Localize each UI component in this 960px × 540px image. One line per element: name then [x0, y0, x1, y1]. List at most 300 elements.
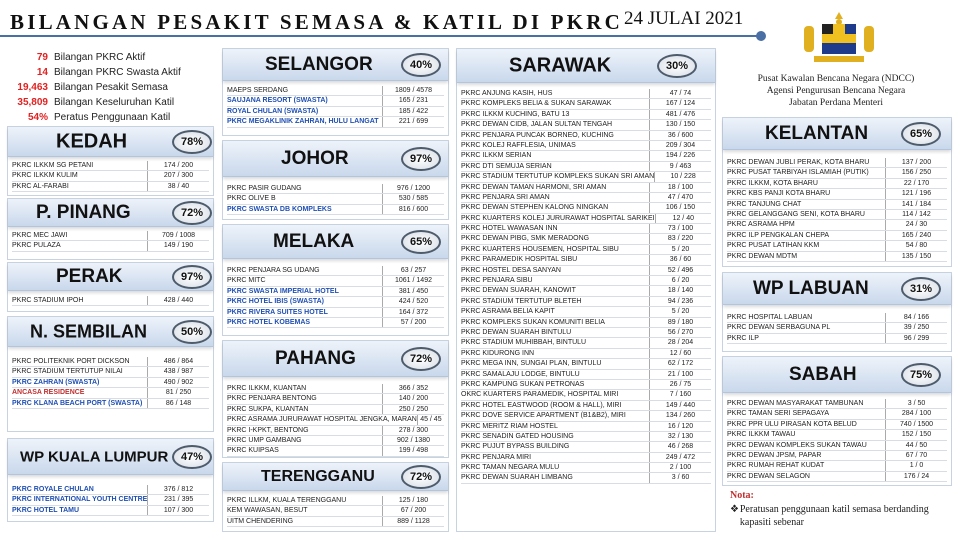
facility-row [461, 172, 711, 182]
state-card-header [8, 317, 213, 347]
facility-occupancy: 278 / 300 [382, 426, 444, 435]
facility-name: OKRC KUARTERS PARAMEDIK, HOSPITAL MIRI [461, 391, 619, 399]
facility-row [12, 357, 209, 367]
facility-name: PKRC I-KPKT, BENTONG [227, 426, 309, 434]
state-card-johor [222, 140, 449, 220]
facility-name: PKRC DEWAN KOMPLEKS SUKAN TAWAU [727, 441, 867, 449]
facility-name: PKRC PPR ULU PIRASAN KOTA BELUD [727, 420, 857, 428]
facility-occupancy: 976 / 1200 [382, 184, 444, 193]
facility-occupancy: 9 / 463 [649, 162, 711, 171]
facility-row [727, 210, 947, 220]
facility-occupancy: 21 / 100 [649, 370, 711, 379]
facility-occupancy: 32 / 130 [649, 432, 711, 441]
facility-name: PKRC DEWAN JUBLI PERAK, KOTA BHARU [727, 159, 870, 166]
facility-name: PKRC PENJARA SRI AMAN [461, 193, 550, 201]
facility-occupancy: 135 / 150 [885, 252, 947, 261]
facility-occupancy: 52 / 496 [649, 266, 711, 275]
facility-occupancy: 140 / 200 [382, 394, 444, 403]
occupancy-badge: 31% [901, 277, 941, 301]
facility-row [727, 200, 947, 210]
facility-name: PKRC DTI SEMUJA SERIAN [461, 162, 552, 170]
state-name: WP KUALA LUMPUR [20, 448, 169, 465]
facility-row [461, 318, 711, 328]
title-underline [0, 35, 760, 37]
facility-occupancy: 106 / 150 [649, 203, 711, 212]
state-name: WP LABUAN [753, 277, 869, 299]
facility-row [227, 384, 444, 394]
facility-occupancy: 125 / 180 [382, 496, 444, 505]
occupancy-badge: 65% [901, 122, 941, 146]
facility-name: ROYAL CHULAN (SWASTA) [227, 107, 319, 115]
facility-row [461, 286, 711, 296]
facility-name: PKRC DEWAN MDTM [727, 252, 798, 260]
facility-row [12, 506, 209, 516]
facility-row [461, 203, 711, 213]
facility-name: PKRC PUSAT TARBIYAH ISLAMIAH (PUTIK) [727, 169, 869, 177]
facility-name: PKRC SWASTA DB KOMPLEKS [227, 205, 332, 213]
facility-occupancy: 490 / 902 [147, 378, 209, 387]
facility-list [227, 384, 444, 457]
facility-row [461, 276, 711, 286]
facility-row [227, 205, 444, 215]
facility-name: PKRC PENJARA SIBU [461, 277, 533, 285]
facility-name: PKRC SWASTA IMPERIAL HOTEL [227, 287, 339, 295]
facility-row [727, 168, 947, 178]
facility-row [227, 446, 444, 456]
facility-name: PKRC HOSPITAL LABUAN [727, 314, 813, 321]
summary-row [10, 110, 215, 125]
facility-row [227, 266, 444, 276]
facility-name: PKRC DEWAN SERBAGUNA PL [727, 324, 831, 332]
facility-occupancy: 221 / 699 [382, 117, 444, 126]
state-card-pahang [222, 340, 449, 458]
facility-name: PKRC MEGA INN, SUNGAI PLAN, BINTULU [461, 360, 602, 368]
facility-row [727, 420, 947, 430]
facility-row [461, 99, 711, 109]
facility-list [12, 296, 209, 306]
facility-name: PKRC DEWAN SUARAH LIMBANG [461, 474, 573, 482]
facility-row [727, 441, 947, 451]
state-name: KEDAH [56, 130, 128, 152]
facility-occupancy: 63 / 257 [382, 266, 444, 275]
facility-row [227, 107, 444, 117]
summary-value: 35,809 [17, 97, 48, 108]
facility-row [12, 296, 209, 306]
facility-name: PKRC STADIUM TERTUTUP NILAI [12, 368, 123, 376]
facility-list [227, 184, 444, 215]
facility-occupancy: 83 / 220 [649, 234, 711, 243]
facility-row [461, 390, 711, 400]
facility-name: PKRC TAMAN SERI SEPAGAYA [727, 410, 830, 418]
facility-occupancy: 96 / 299 [885, 334, 947, 343]
facility-occupancy: 16 / 120 [649, 422, 711, 431]
facility-name: PKRC PASIR GUDANG [227, 185, 302, 192]
facility-row [227, 496, 444, 506]
facility-name: KEM WAWASAN, BESUT [227, 507, 308, 515]
facility-name: PKRC ILKKM, KOTA BHARU [727, 179, 818, 187]
facility-row [227, 297, 444, 307]
facility-row [227, 117, 444, 127]
facility-name: PKRC UMP GAMBANG [227, 436, 302, 444]
occupancy-badge: 72% [401, 347, 441, 371]
facility-occupancy: 250 / 250 [382, 405, 444, 414]
facility-row [461, 245, 711, 255]
summary-row [10, 80, 215, 95]
state-name: TERENGGANU [261, 467, 375, 485]
facility-row [227, 436, 444, 446]
facility-row [461, 193, 711, 203]
facility-row [227, 318, 444, 328]
facility-row [12, 399, 209, 409]
state-card-header [223, 225, 448, 259]
facility-row [461, 432, 711, 442]
summary-row [10, 50, 215, 65]
page-title: BILANGAN PESAKIT SEMASA & KATIL DI PKRC [10, 10, 623, 34]
facility-list [727, 399, 947, 482]
note-text: Peratusan penggunaan katil semasa berdanding kapasiti sebenar [739, 504, 929, 528]
summary-row [10, 95, 215, 110]
facility-occupancy: 141 / 184 [885, 200, 947, 209]
facility-occupancy: 164 / 372 [382, 308, 444, 317]
note-body [730, 503, 950, 529]
facility-name: PKRC ILKKM, KUANTAN [227, 385, 307, 392]
facility-occupancy: 62 / 172 [649, 359, 711, 368]
facility-list [727, 158, 947, 262]
note-block [730, 490, 950, 529]
facility-name: PKRC RUMAH REHAT KUDAT [727, 462, 825, 470]
facility-row [227, 405, 444, 415]
facility-name: PKRC KAMPUNG SUKAN PETRONAS [461, 380, 585, 388]
facility-occupancy: 486 / 864 [147, 357, 209, 366]
facility-row [461, 120, 711, 130]
summary-label: Bilangan Keseluruhan Katil [54, 97, 175, 108]
facility-row [227, 276, 444, 286]
state-name: P. PINANG [36, 201, 131, 223]
facility-name: PKRC HOTEL WAWASAN INN [461, 225, 558, 233]
facility-name: PKRC DEWAN SELAGON [727, 472, 810, 480]
facility-list [727, 313, 947, 344]
diamond-bullet-icon: ❖ [730, 504, 739, 515]
facility-row [12, 182, 209, 192]
agency-line-3: Jabatan Perdana Menteri [789, 98, 883, 108]
facility-name: PKRC KUARTERS HOUSEMEN, HOSPITAL SIBU [461, 245, 619, 253]
occupancy-badge: 47% [172, 445, 212, 469]
facility-row [461, 131, 711, 141]
facility-name: PKRC MEC JAWI [12, 232, 68, 239]
state-name: SARAWAK [509, 54, 612, 76]
facility-occupancy: 424 / 520 [382, 297, 444, 306]
facility-name: PKRC ILLKM, KUALA TERENGGANU [227, 497, 347, 504]
facility-row [461, 473, 711, 483]
facility-occupancy: 73 / 100 [649, 224, 711, 233]
summary-value: 54% [27, 112, 48, 123]
facility-name: PKRC GELANGGANG SENI, KOTA BHARU [727, 210, 865, 218]
facility-row [227, 394, 444, 404]
facility-list [227, 86, 444, 128]
facility-name: PKRC ILP PENGKALAN CHEPA [727, 231, 830, 239]
facility-name: PKRC PENJARA BENTONG [227, 395, 317, 403]
facility-name: PKRC HOSTEL DESA SANYAN [461, 266, 561, 274]
facility-row [227, 506, 444, 516]
facility-occupancy: 86 / 148 [147, 399, 209, 408]
facility-occupancy: 45 / 45 [417, 415, 444, 424]
facility-row [461, 463, 711, 473]
facility-occupancy: 134 / 260 [649, 411, 711, 420]
facility-row [461, 151, 711, 161]
occupancy-badge: 50% [172, 320, 212, 344]
state-name: SELANGOR [265, 53, 373, 75]
facility-name: PKRC KOLEJ RAFFLESIA, UNIMAS [461, 141, 576, 149]
facility-name: PKRC TANJUNG CHAT [727, 200, 802, 208]
facility-row [461, 89, 711, 99]
facility-name: PKRC KLANA BEACH PORT (SWASTA) [12, 399, 143, 407]
facility-row [727, 399, 947, 409]
agency-line-2: Agensi Pengurusan Bencana Negara [766, 86, 906, 96]
facility-row [227, 184, 444, 194]
occupancy-badge: 75% [901, 363, 941, 387]
facility-occupancy: 165 / 240 [885, 231, 947, 240]
facility-occupancy: 36 / 60 [649, 255, 711, 264]
facility-row [727, 323, 947, 333]
state-card-header [8, 127, 213, 157]
facility-occupancy: 149 / 190 [147, 241, 209, 250]
facility-row [227, 86, 444, 96]
facility-row [461, 297, 711, 307]
facility-name: PKRC STADIUM IPOH [12, 297, 84, 304]
state-card-header [223, 463, 448, 491]
facility-name: PKRC ANJUNG KASIH, HUS [461, 90, 553, 97]
summary-value: 79 [36, 52, 48, 63]
state-card-header [723, 273, 951, 305]
state-name: KELANTAN [765, 122, 869, 144]
facility-occupancy: 18 / 140 [649, 286, 711, 295]
facility-row [727, 252, 947, 262]
facility-occupancy: 284 / 100 [885, 409, 947, 418]
state-card-selangor [222, 48, 449, 136]
facility-occupancy: 28 / 204 [649, 338, 711, 347]
facility-occupancy: 889 / 1128 [382, 517, 444, 526]
facility-occupancy: 1061 / 1492 [382, 276, 444, 285]
occupancy-badge: 72% [172, 201, 212, 225]
facility-occupancy: 194 / 226 [649, 151, 711, 160]
facility-row [461, 162, 711, 172]
facility-name: PKRC HOTEL TAMU [12, 506, 80, 514]
facility-row [461, 442, 711, 452]
state-card-header [723, 357, 951, 393]
facility-occupancy: 740 / 1500 [885, 420, 947, 429]
occupancy-badge: 78% [172, 130, 212, 154]
facility-row [461, 214, 711, 224]
facility-name: PKRC DOVE SERVICE APARTMENT (B1&B2), MIRI [461, 412, 626, 420]
facility-name: PKRC HOTEL EASTWOOD (ROOM & HALL), MIRI [461, 401, 622, 409]
facility-name: PKRC PENJARA SG UDANG [227, 267, 320, 274]
facility-name: PKRC STADIUM MUHIBBAH, BINTULU [461, 339, 587, 347]
facility-occupancy: 10 / 228 [654, 172, 711, 181]
facility-occupancy: 36 / 600 [649, 131, 711, 140]
state-card-sabah [722, 356, 952, 486]
facility-row [461, 453, 711, 463]
facility-occupancy: 12 / 40 [655, 214, 711, 223]
facility-occupancy: 381 / 450 [382, 287, 444, 296]
state-name: PERAK [56, 265, 123, 287]
facility-row [227, 415, 444, 425]
state-card-header [223, 141, 448, 177]
state-name: N. SEMBILAN [30, 321, 147, 341]
state-card-perak [7, 262, 214, 312]
facility-row [727, 451, 947, 461]
facility-name: ANCASA RESIDENCE [12, 389, 85, 397]
facility-name: PKRC AL-FARABI [12, 182, 69, 190]
facility-name: PKRC KBS PANJI KOTA BHARU [727, 190, 831, 198]
facility-row [12, 171, 209, 181]
summary-label: Bilangan Pesakit Semasa [54, 82, 168, 93]
facility-row [227, 426, 444, 436]
facility-name: PKRC OLIVE B [227, 195, 276, 203]
facility-occupancy: 89 / 180 [649, 318, 711, 327]
occupancy-badge: 72% [401, 465, 441, 489]
facility-row [227, 96, 444, 106]
occupancy-badge: 65% [401, 230, 441, 254]
occupancy-badge: 97% [401, 147, 441, 171]
facility-occupancy: 54 / 80 [885, 241, 947, 250]
facility-occupancy: 44 / 50 [885, 441, 947, 450]
facility-occupancy: 47 / 470 [649, 193, 711, 202]
facility-occupancy: 6 / 20 [649, 276, 711, 285]
facility-row [461, 349, 711, 359]
facility-row [461, 401, 711, 411]
facility-name: PKRC DEWAN JPSM, PAPAR [727, 451, 822, 459]
facility-row [461, 110, 711, 120]
facility-occupancy: 902 / 1380 [382, 436, 444, 445]
facility-row [727, 472, 947, 482]
facility-row [12, 241, 209, 251]
report-date: 24 JULAI 2021 [624, 8, 744, 29]
facility-name: PKRC DEWAN SUARAH BINTULU [461, 328, 572, 336]
facility-name: PKRC KIDURONG INN [461, 349, 535, 357]
facility-name: PKRC ILKKM KULIM [12, 172, 78, 180]
state-card-header [723, 118, 951, 150]
state-card-sarawak [456, 48, 716, 532]
facility-row [727, 231, 947, 241]
facility-occupancy: 57 / 200 [382, 318, 444, 327]
facility-list [12, 161, 209, 192]
facility-name: PKRC SUKPA, KUANTAN [227, 405, 309, 413]
facility-occupancy: 47 / 74 [649, 89, 711, 98]
facility-occupancy: 46 / 268 [649, 442, 711, 451]
title-underline-dot [756, 31, 766, 41]
facility-occupancy: 5 / 20 [649, 245, 711, 254]
facility-row [12, 485, 209, 495]
summary-value: 14 [36, 67, 48, 78]
facility-occupancy: 84 / 166 [885, 313, 947, 322]
facility-name: PKRC DEWAN MASYARAKAT TAMBUNAN [727, 400, 864, 407]
facility-list [227, 496, 444, 527]
facility-row [727, 241, 947, 251]
coat-of-arms-logo [800, 10, 878, 66]
facility-row [461, 266, 711, 276]
facility-name: PKRC HOTEL KOBEMAS [227, 318, 311, 326]
facility-occupancy: 121 / 196 [885, 189, 947, 198]
facility-name: PKRC DEWAN CIDB, JALAN SULTAN TENGAH [461, 121, 613, 129]
facility-name: PKRC DEWAN SUARAH, KANOWIT [461, 287, 576, 295]
facility-occupancy: 18 / 100 [649, 183, 711, 192]
note-title: Nota: [730, 490, 754, 501]
facility-occupancy: 816 / 600 [382, 205, 444, 214]
facility-occupancy: 366 / 352 [382, 384, 444, 393]
facility-name: PKRC RIVERA SUITES HOTEL [227, 308, 328, 316]
facility-row [727, 409, 947, 419]
facility-row [727, 430, 947, 440]
facility-occupancy: 709 / 1008 [147, 231, 209, 240]
facility-occupancy: 199 / 498 [382, 446, 444, 455]
facility-name: PKRC ASRAMA HPM [727, 221, 795, 229]
agency-info [720, 73, 952, 109]
summary-label: Peratus Penggunaan Katil [54, 112, 171, 123]
facility-occupancy: 165 / 231 [382, 96, 444, 105]
facility-row [727, 189, 947, 199]
state-name: MELAKA [273, 230, 355, 252]
facility-occupancy: 2 / 100 [649, 463, 711, 472]
facility-occupancy: 152 / 150 [885, 430, 947, 439]
facility-name: PKRC ZAHRAN (SWASTA) [12, 378, 100, 386]
facility-row [227, 517, 444, 527]
facility-row [461, 183, 711, 193]
facility-name: PKRC ILP [727, 334, 759, 342]
facility-row [461, 359, 711, 369]
facility-row [461, 234, 711, 244]
facility-occupancy: 94 / 236 [649, 297, 711, 306]
facility-row [461, 380, 711, 390]
facility-occupancy: 22 / 170 [885, 179, 947, 188]
facility-occupancy: 38 / 40 [147, 182, 209, 191]
facility-list [12, 231, 209, 252]
summary-value: 19,463 [17, 82, 48, 93]
facility-list [227, 266, 444, 328]
facility-occupancy: 39 / 250 [885, 323, 947, 332]
facility-name: PKRC SENADIN GATED HOUSING [461, 432, 574, 440]
facility-name: PKRC KOMPLEKS BELIA & SUKAN SARAWAK [461, 100, 612, 108]
state-card-header [457, 49, 715, 83]
facility-row [461, 422, 711, 432]
facility-name: PKRC HOTEL IBIS (SWASTA) [227, 298, 324, 306]
state-card-header [223, 341, 448, 377]
state-name: SABAH [789, 363, 857, 385]
facility-name: PKRC ILKKM TAWAU [727, 431, 796, 439]
state-card-header [8, 263, 213, 291]
facility-row [461, 338, 711, 348]
facility-row [461, 224, 711, 234]
facility-occupancy: 137 / 200 [885, 158, 947, 167]
facility-occupancy: 209 / 304 [649, 141, 711, 150]
state-card-kedah [7, 126, 214, 196]
facility-row [12, 367, 209, 377]
facility-occupancy: 12 / 60 [649, 349, 711, 358]
facility-name: SAUJANA RESORT (SWASTA) [227, 97, 328, 105]
facility-occupancy: 156 / 250 [885, 168, 947, 177]
facility-name: PKRC PUSAT LATIHAN KKM [727, 242, 820, 250]
facility-row [727, 179, 947, 189]
facility-name: PKRC STADIUM TERTUTUP BLETEH [461, 297, 582, 305]
facility-occupancy: 67 / 70 [885, 451, 947, 460]
facility-name: PKRC DEWAN PIBG, SMK MERADONG [461, 235, 590, 243]
facility-row [12, 388, 209, 398]
facility-list [12, 357, 209, 409]
facility-row [461, 411, 711, 421]
facility-row [12, 161, 209, 171]
facility-name: PKRC ASRAMA JURURAWAT HOSPITAL JENGKA, MARAN [227, 416, 417, 424]
state-card-terengganu [222, 462, 449, 532]
facility-name: PKRC ILKKM SERIAN [461, 152, 532, 160]
